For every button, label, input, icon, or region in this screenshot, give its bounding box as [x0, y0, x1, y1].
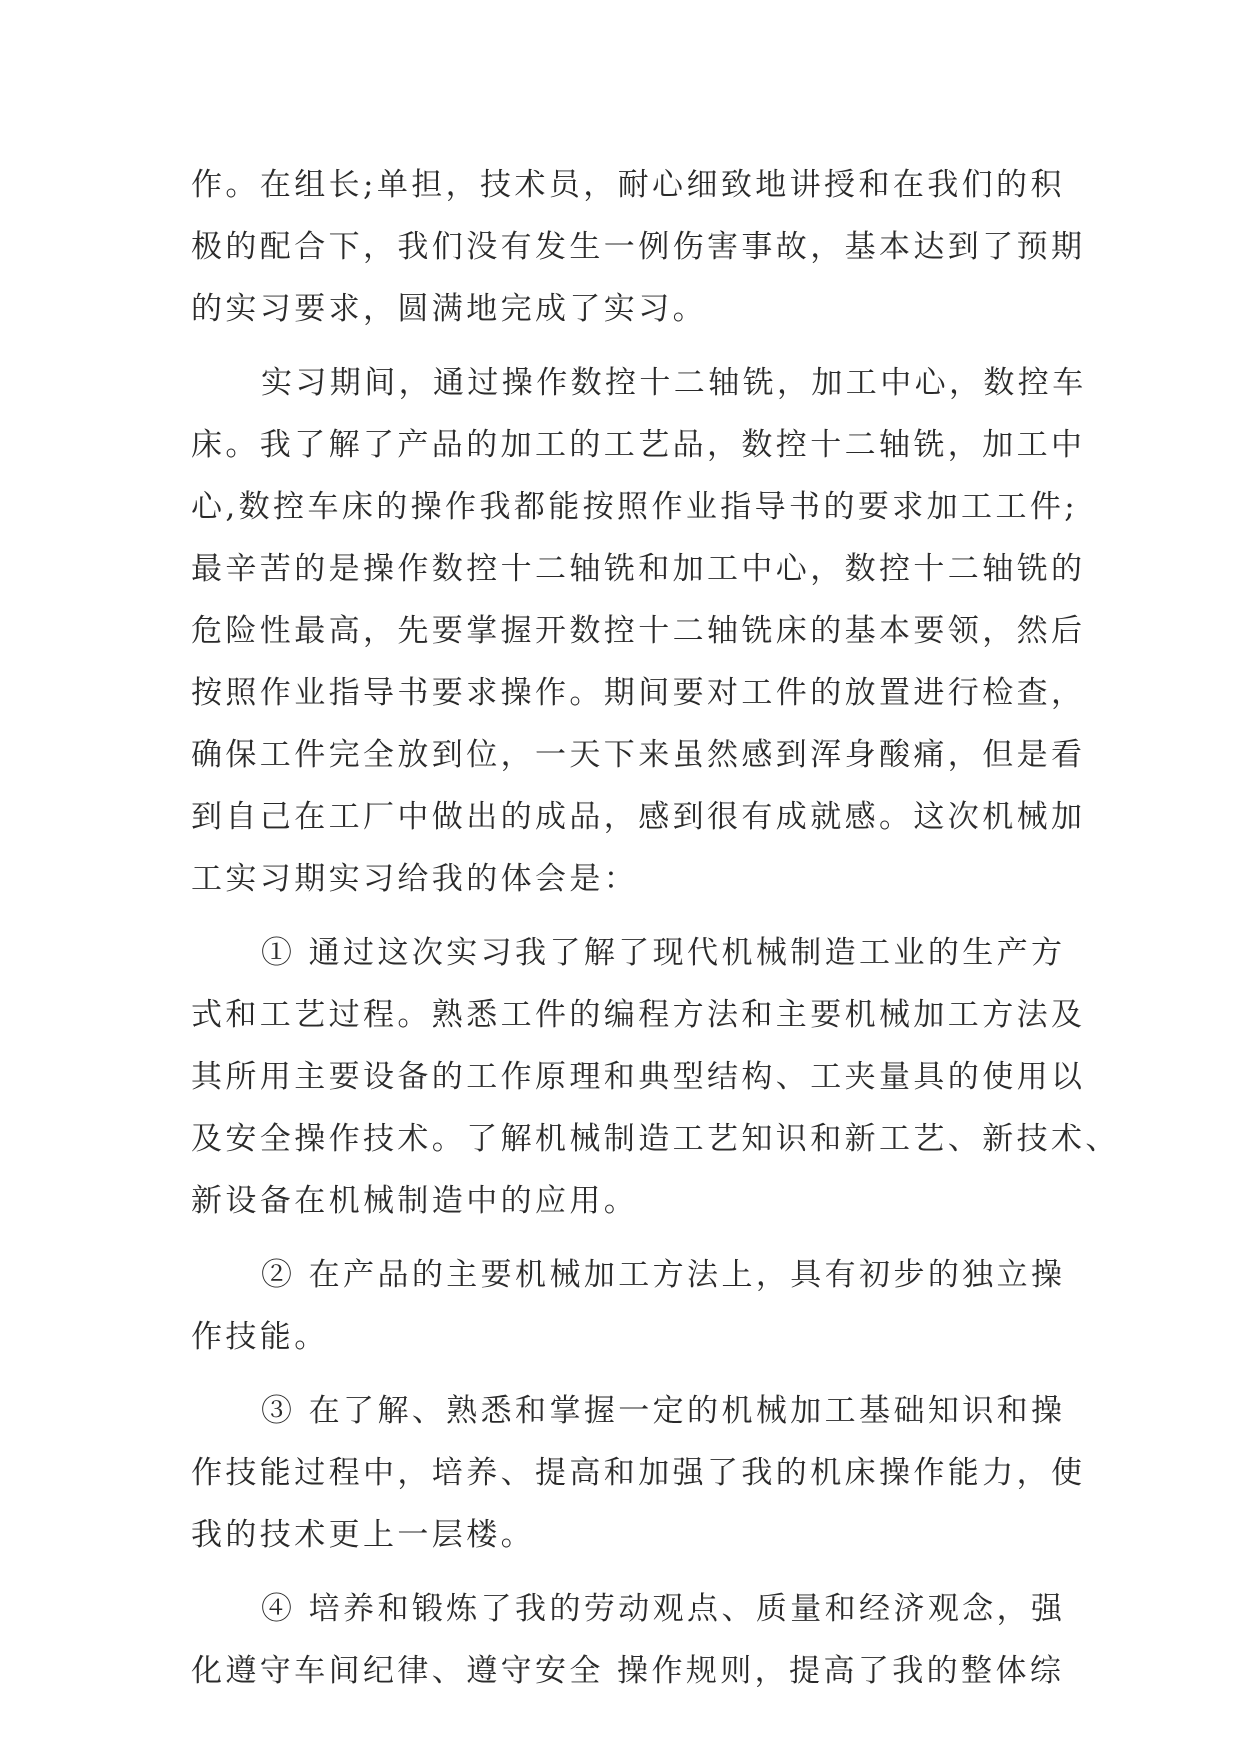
text-line: 心,数控车床的操作我都能按照作业指导书的要求加工工件;	[191, 489, 1079, 525]
paragraph	[191, 154, 1086, 340]
text-line: 床。我了解了产品的加工的工艺品，数控十二轴铣，加工中	[191, 427, 1086, 463]
text-line: 实习期间，通过操作数控十二轴铣，加工中心，数控车	[261, 365, 1087, 401]
paragraph	[191, 1578, 1066, 1702]
paragraph	[191, 1244, 1066, 1368]
text-line: 我的技术更上一层楼。	[191, 1517, 535, 1553]
text-line: 按照作业指导书要求操作。期间要对工件的放置进行检查，	[191, 675, 1086, 711]
text-line: 作。在组长;单担，技术员，耐心细致地讲授和在我们的积	[191, 167, 1065, 203]
text-line: 化遵守车间纪律、遵守安全 操作规则，提高了我的整体综	[191, 1653, 1065, 1689]
text-line: 作技能过程中，培养、提高和加强了我的机床操作能力，使	[191, 1455, 1086, 1491]
text-line: 极的配合下，我们没有发生一例伤害事故，基本达到了预期	[191, 229, 1086, 265]
text-line: 新设备在机械制造中的应用。	[191, 1183, 639, 1219]
text-line: 确保工件完全放到位，一天下来虽然感到浑身酸痛，但是看	[191, 737, 1086, 773]
text-line: ① 通过这次实习我了解了现代机械制造工业的生产方	[261, 935, 1066, 971]
text-line: 作技能。	[191, 1319, 329, 1355]
text-line: 到自己在工厂中做出的成品，感到很有成就感。这次机械加	[191, 799, 1086, 835]
text-line: 式和工艺过程。熟悉工件的编程方法和主要机械加工方法及	[191, 997, 1086, 1033]
text-line: 的实习要求，圆满地完成了实习。	[191, 291, 707, 327]
text-line: ③ 在了解、熟悉和掌握一定的机械加工基础知识和操	[261, 1393, 1066, 1429]
text-line: ② 在产品的主要机械加工方法上，具有初步的独立操	[261, 1257, 1066, 1293]
text-line: 最辛苦的是操作数控十二轴铣和加工中心，数控十二轴铣的	[191, 551, 1086, 587]
text-line: 其所用主要设备的工作原理和典型结构、工夹量具的使用以	[191, 1059, 1086, 1095]
text-line: 危险性最高，先要掌握开数控十二轴铣床的基本要领，然后	[191, 613, 1086, 649]
paragraph	[191, 352, 1087, 910]
paragraph	[191, 1380, 1086, 1566]
text-line: 工实习期实习给我的体会是：	[191, 861, 639, 897]
text-line: ④ 培养和锻炼了我的劳动观点、质量和经济观念，强	[261, 1591, 1066, 1627]
text-line: 及安全操作技术。了解机械制造工艺知识和新工艺、新技术、	[191, 1121, 1120, 1157]
document-body	[191, 154, 1120, 1702]
paragraph	[191, 922, 1120, 1232]
